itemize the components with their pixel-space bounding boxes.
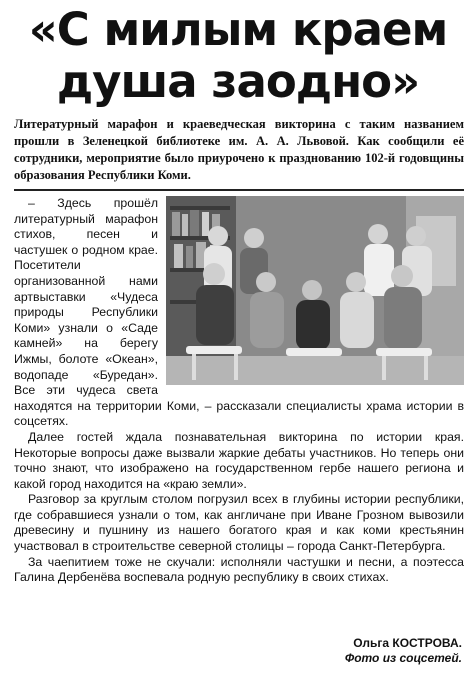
group-photo-illustration xyxy=(166,196,464,385)
article-headline: «С милым краем душа заодно» xyxy=(28,3,448,108)
article-paragraph-2: Далее гостей ждала познавательная викторина по истории края. Некоторые вопросы даже вызвали жаркие дебаты участников. Но теперь они точно знают, что изображено на государственном гербе нашего региона и какой город находится на «краю земли». xyxy=(14,429,464,491)
article-body xyxy=(14,196,464,586)
article-paragraph-3: Разговор за круглым столом погрузил всех в глубины истории республики, где собравшиеся узнали о том, как англичане при Иване Грозном вывозили древесину и пушнину из нашего богатого края и как коми крестьянин участвовал в строительстве северной столицы – города Санкт-Петербурга. xyxy=(14,492,464,554)
article-paragraph-1: – Здесь прошёл литературный марафон стихов, песен и частушек о родном крае. Посетители организованной нами артвыставки «Чудеса природы Республики Коми» узнали о «Саде камней» на берегу Ижмы, болоте «Океан», водопаде «Буредан». Все эти чудеса света находятся на территории Коми, – рассказали специалисты храма истории в соцсетях. xyxy=(14,196,464,429)
article-lead: Литературный марафон и краеведческая викторина с таким названием прошли в Зеленецкой библиотеке им. А. А. Львовой. Как сообщили её сотрудники, мероприятие было приурочено к празднованию 102-й годовщины образования Республики Коми. xyxy=(14,117,464,182)
article-signature xyxy=(162,636,462,666)
article-paragraph-4: За чаепитием тоже не скучали: исполняли частушки и песни, а поэтесса Галина Дербенёва воспевала родную республику в своих стихах. xyxy=(14,554,464,585)
photo-credit: Фото из соцсетей. xyxy=(344,651,462,665)
lead-divider xyxy=(14,189,464,191)
group-photo xyxy=(166,196,464,385)
author-name: Ольга КОСТРОВА. xyxy=(353,636,462,650)
